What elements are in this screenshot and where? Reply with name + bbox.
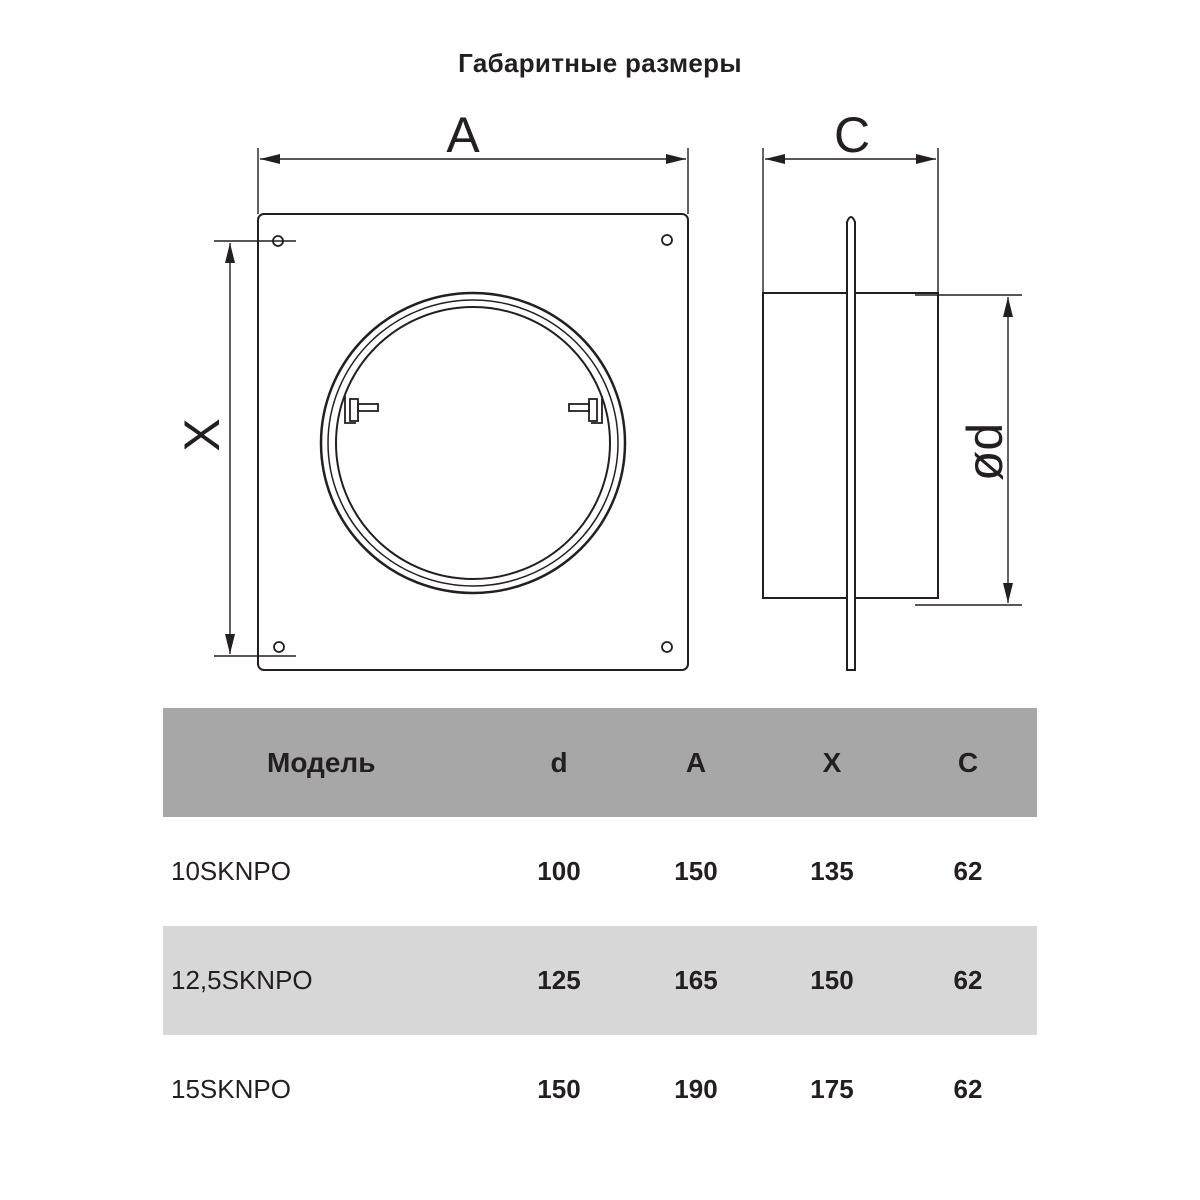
cell-a: 190 [674, 1074, 718, 1104]
dimension-label-a: A [446, 107, 480, 163]
side-view [763, 217, 938, 670]
header-d: d [550, 747, 568, 778]
dimension-label-d: ød [957, 422, 1013, 482]
table-row [163, 817, 1037, 926]
cell-d: 125 [537, 965, 581, 995]
flange-plate [847, 217, 855, 670]
duct-collar-inner [336, 307, 610, 579]
dimensions-table [163, 708, 1037, 1144]
cell-d: 150 [537, 1074, 581, 1104]
cell-d: 100 [537, 856, 581, 886]
header-model: Модель [267, 747, 376, 778]
cell-a: 150 [674, 856, 718, 886]
cell-x: 135 [810, 856, 854, 886]
latch-right [569, 396, 602, 423]
mounting-plate [258, 214, 688, 670]
duct-collar-outer [321, 293, 625, 593]
dimension-label-c: C [833, 107, 871, 163]
cell-model: 10SKNPO [171, 856, 291, 886]
table-header-row [163, 708, 1037, 817]
cell-model: 12,5SKNPO [171, 965, 313, 995]
header-c: C [957, 747, 979, 778]
screw-hole-bottom-right [662, 642, 672, 652]
latch-left [345, 396, 378, 423]
cell-x: 150 [810, 965, 854, 995]
screw-hole-bottom-left [274, 642, 284, 652]
cell-c: 62 [953, 965, 983, 995]
cell-c: 62 [953, 1074, 983, 1104]
diagram-title: Габаритные размеры [458, 48, 742, 78]
header-x: X [822, 747, 842, 778]
cell-model: 15SKNPO [171, 1074, 291, 1104]
table-row [163, 926, 1037, 1035]
cell-c: 62 [953, 856, 983, 886]
screw-hole-top-right [662, 235, 672, 245]
header-a: A [685, 747, 707, 778]
table-row [163, 1035, 1037, 1144]
front-view [258, 214, 688, 670]
dimension-label-x: X [174, 418, 230, 452]
cell-a: 165 [674, 965, 718, 995]
cell-x: 175 [810, 1074, 854, 1104]
duct-collar-mid [328, 300, 618, 586]
